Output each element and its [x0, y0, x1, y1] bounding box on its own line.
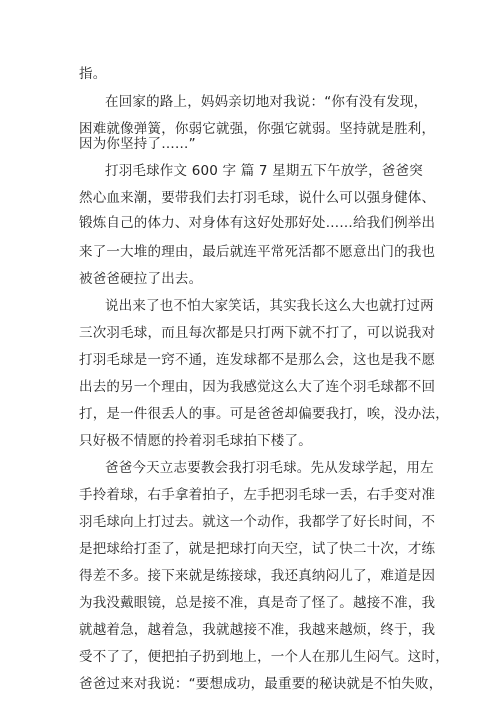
text-line-22: 就越着急，越着急，我就越接不准，我越来越烦，终于，我: [79, 622, 436, 638]
text-line-12: 打羽毛球是一窍不通，连发球都不是那么会，这也是我不愿: [79, 352, 436, 368]
text-line-5: 打羽毛球作文 600 字 篇 7 星期五下午放学，爸爸突: [105, 163, 423, 179]
text-line-1: 指。: [79, 66, 107, 82]
text-line-11: 三次羽毛球，而且每次都是只打两下就不打了，可以说我对: [79, 325, 436, 341]
text-line-8: 来了一大堆的理由，最后就连平常死活都不愿意出门的我也: [79, 244, 436, 260]
text-line-6: 然心血来潮，要带我们去打羽毛球，说什么可以强身健体、: [79, 190, 436, 206]
text-line-20: 得差不多。接下来就是练接球，我还真纳闷儿了，难道是因: [79, 568, 436, 584]
text-line-21: 为我没戴眼镜，总是接不准，真是奇了怪了。越接不准，我: [79, 595, 436, 611]
text-line-9: 被爸爸硬拉了出去。: [79, 271, 203, 287]
text-line-2: 在回家的路上，妈妈亲切地对我说：“你有没有发现，: [105, 94, 428, 110]
text-line-3: 困难就像弹簧，你弱它就强，你强它就弱。坚持就是胜利，: [79, 121, 436, 137]
text-line-16: 爸爸今天立志要教会我打羽毛球。先从发球学起，用左: [105, 460, 434, 476]
text-line-10: 说出来了也不怕大家笑话，其实我长这么大也就打过两: [105, 298, 434, 314]
text-line-17: 手拎着球，右手拿着拍子，左手把羽毛球一丢，右手变对准: [79, 487, 436, 503]
text-line-23: 受不了了，便把拍子扔到地上，一个人在那儿生闷气。这时，: [79, 649, 449, 665]
text-line-15: 只好极不情愿的拎着羽毛球拍下楼了。: [79, 433, 312, 449]
text-line-13: 出去的另一个理由，因为我感觉这么大了连个羽毛球都不回: [79, 379, 436, 395]
text-line-7: 锻炼自己的体力、对身体有这好处那好处……给我们例举出: [79, 215, 436, 231]
text-line-19: 是把球给打歪了，就是把球打向天空，试了快二十次，才练: [79, 541, 436, 557]
text-line-24: 爸爸过来对我说：“要想成功，最重要的秘诀就是不怕失败，: [79, 676, 443, 692]
text-line-14: 打，是一件很丢人的事。可是爸爸却偏要我打，唉，没办法，: [79, 406, 449, 422]
text-line-18: 羽毛球向上打过去。就这一个动作，我都学了好长时间，不: [79, 514, 436, 530]
text-line-4: 因为你坚持了……”: [79, 136, 196, 152]
